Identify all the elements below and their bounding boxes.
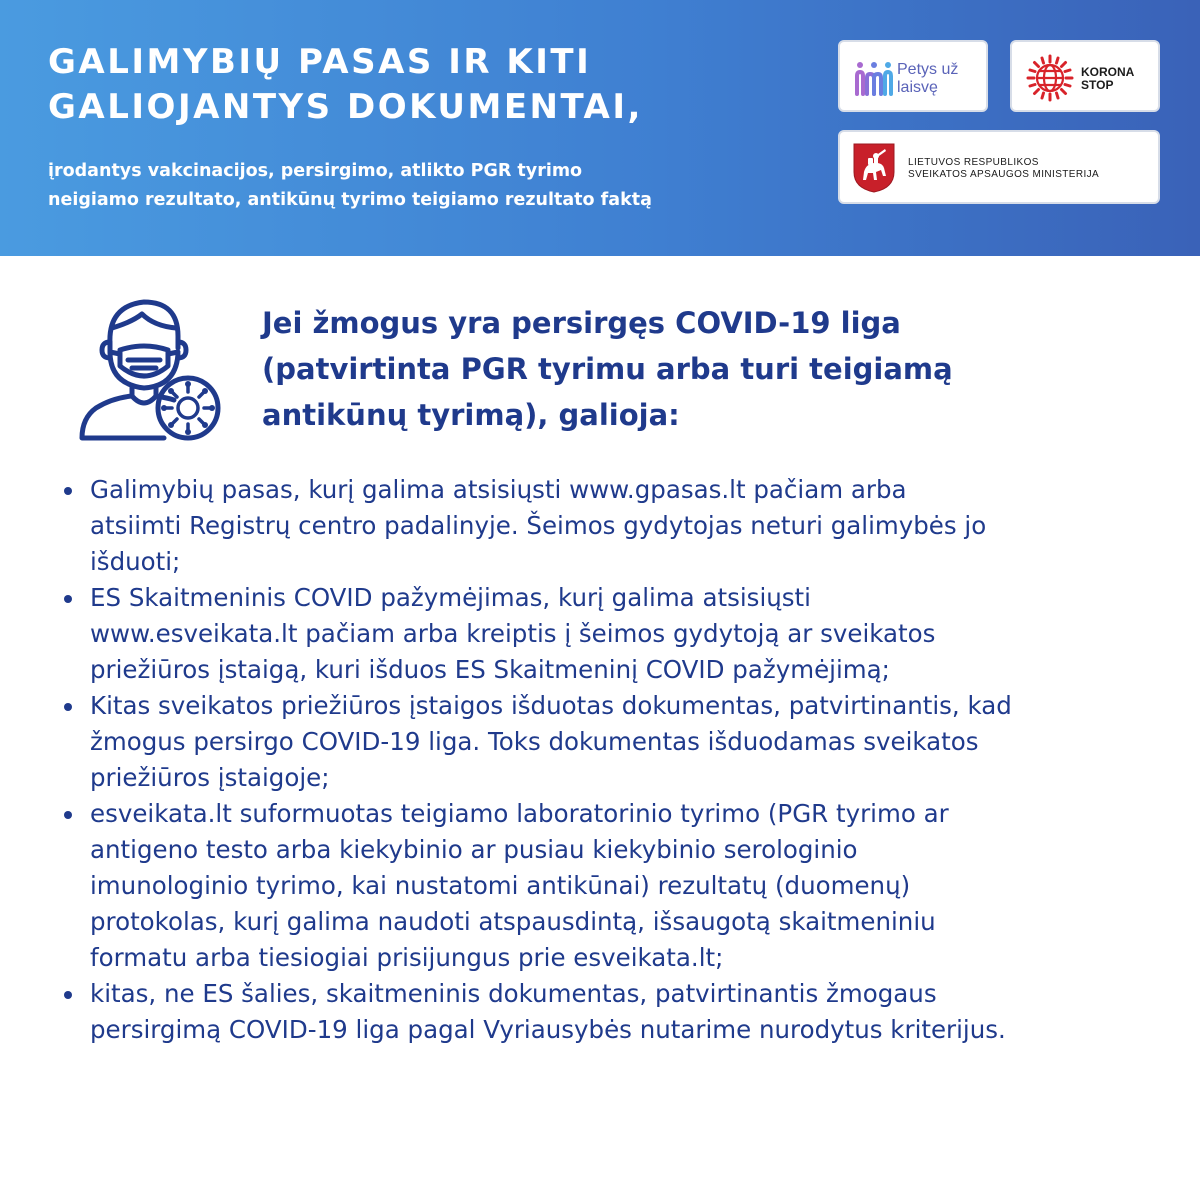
title-line: GALIMYBIŲ PASAS IR KITI (48, 42, 592, 82)
item-line: priežiūros įstaigą, kuri išduos ES Skaitmeninį COVID pažymėjimą; (90, 655, 890, 684)
item-line: imunologinio tyrimo, kai nustatomi antikūnai) rezultatų (duomenų) (90, 871, 911, 900)
header-banner (0, 0, 1200, 256)
logo-text-line: Petys už (897, 61, 959, 78)
bullet-dot (64, 703, 72, 711)
item-line: ES Skaitmeninis COVID pažymėjimas, kurį galima atsisiųsti (90, 583, 811, 612)
item-line: Galimybių pasas, kurį galima atsisiųsti www.gpasas.lt pačiam arba (90, 475, 907, 504)
petys-uz-laisve-logo (838, 40, 988, 112)
subtitle-line: įrodantys vakcinacijos, persirgimo, atlikto PGR tyrimo (48, 161, 583, 181)
list-item (60, 976, 1170, 1048)
item-line: formatu arba tiesiogiai prisijungus prie esveikata.lt; (90, 943, 724, 972)
logo-text-line: SVEIKATOS APSAUGOS MINISTERIJA (908, 169, 1100, 180)
logo-text-line: STOP (1081, 78, 1114, 92)
item-line: Kitas sveikatos priežiūros įstaigos išduotas dokumentas, patvirtinantis, kad (90, 691, 1012, 720)
list-item (60, 688, 1170, 796)
heading-line: antikūnų tyrimą), galioja: (262, 398, 680, 432)
list-item (60, 580, 1170, 688)
item-line: atsiimti Registrų centro padalinyje. Šeimos gydytojas neturi galimybės jo (90, 511, 987, 540)
item-line: www.esveikata.lt pačiam arba kreiptis į šeimos gydytoją ar sveikatos (90, 619, 936, 648)
documents-list (60, 472, 1170, 1048)
subtitle-line: neigiamo rezultato, antikūnų tyrimo teigiamo rezultato faktą (48, 190, 652, 210)
petys-logo-text (897, 61, 958, 97)
logo-text-line: KORONA (1081, 65, 1135, 79)
logo-text-line: LIETUVOS RESPUBLIKOS (908, 157, 1039, 168)
logo-text-line: laisvę (897, 79, 938, 96)
korona-logo-text (1081, 66, 1134, 92)
page-title (48, 40, 808, 130)
item-line: priežiūros įstaigoje; (90, 763, 330, 792)
ministry-logo-text (908, 157, 1099, 181)
item-line: esveikata.lt suformuotas teigiamo laboratorinio tyrimo (PGR tyrimo ar (90, 799, 949, 828)
item-line: žmogus persirgo COVID-19 liga. Toks dokumentas išduodamas sveikatos (90, 727, 979, 756)
section-heading (262, 300, 1162, 438)
item-line: išduoti; (90, 547, 181, 576)
korona-globe-icon (1026, 54, 1074, 102)
item-line: kitas, ne ES šalies, skaitmeninis dokumentas, patvirtinantis žmogaus (90, 979, 937, 1008)
masked-person-with-virus-icon (72, 292, 222, 442)
ministry-logo (838, 130, 1160, 204)
item-line: antigeno testo arba kiekybinio ar pusiau kiekybinio serologinio (90, 835, 858, 864)
bullet-dot (64, 487, 72, 495)
petys-figures-icon (854, 60, 894, 96)
page-subtitle (48, 157, 818, 215)
list-item (60, 472, 1170, 580)
heading-line: (patvirtinta PGR tyrimu arba turi teigiamą (262, 352, 953, 386)
title-line: GALIOJANTYS DOKUMENTAI, (48, 87, 643, 127)
bullet-dot (64, 991, 72, 999)
item-line: persirgimą COVID-19 liga pagal Vyriausybės nutarime nurodytus kriterijus. (90, 1015, 1006, 1044)
list-item (60, 796, 1170, 976)
bullet-dot (64, 595, 72, 603)
heading-line: Jei žmogus yra persirgęs COVID-19 liga (262, 306, 901, 340)
korona-stop-logo (1010, 40, 1160, 112)
bullet-dot (64, 811, 72, 819)
vytis-coat-of-arms-icon (852, 142, 896, 194)
item-line: protokolas, kurį galima naudoti atspausdintą, išsaugotą skaitmeniniu (90, 907, 936, 936)
